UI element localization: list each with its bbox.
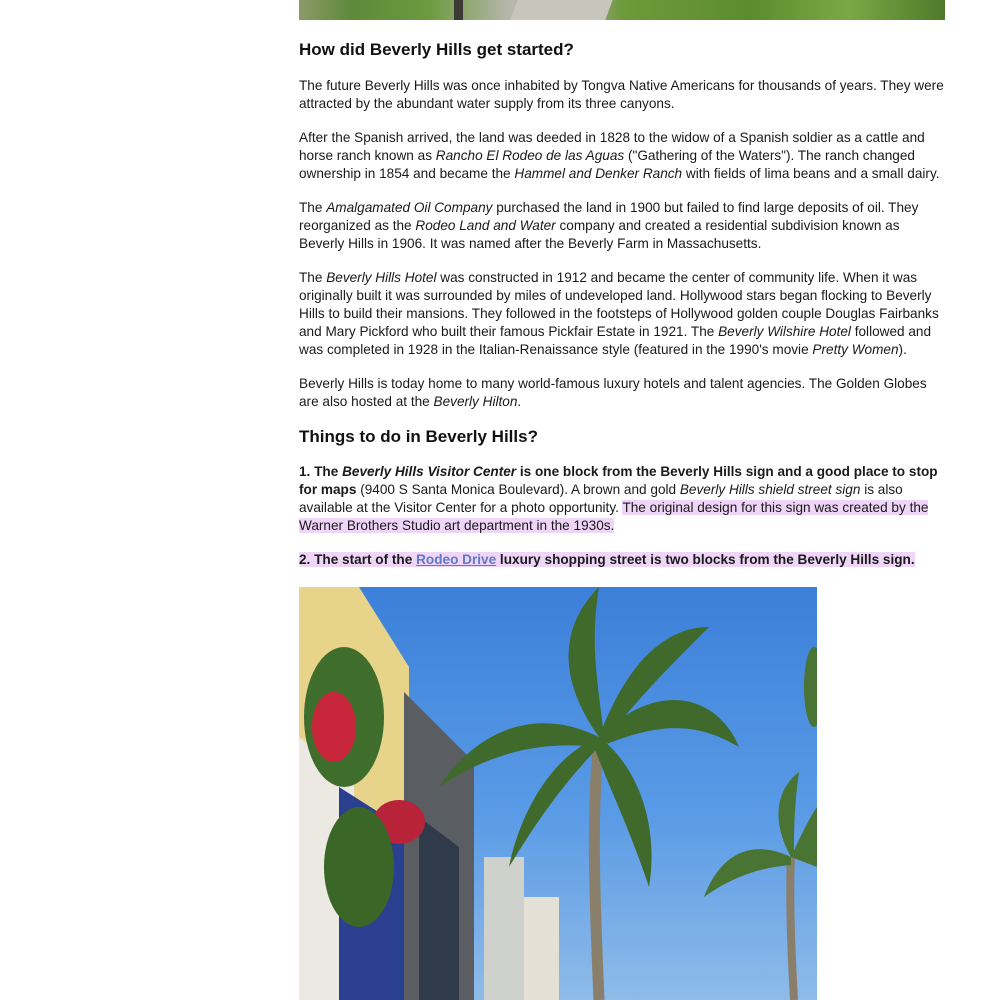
photo-illustration (299, 587, 817, 1000)
rodeo-drive-link[interactable]: Rodeo Drive (416, 552, 497, 567)
list-item-visitor-center (299, 463, 945, 535)
italic-shield-sign: Beverly Hills shield street sign (679, 482, 861, 497)
text: was constructed in 1912 and became the center of community life. When it was originally built it was surrounded by miles of undeveloped land. Hollywood stars began flocking to Beverly Hills to build their mansions. They followed in the footsteps of Hollywood golden couple Douglas Fairbanks and Mary Pickford who built their famous Pickfair Estate in 1921. The (299, 270, 939, 339)
photo-building-far2 (524, 897, 559, 1000)
italic-movie: Pretty Women (812, 342, 899, 357)
text: followed and was completed in 1928 in the Italian-Renaissance style (featured in the 1990's movie (299, 324, 932, 357)
photo-palm-trunk-2 (790, 857, 794, 1000)
italic-ranch: Hammel and Denker Ranch (514, 166, 683, 181)
text: After the Spanish arrived, the land was deeded in 1828 to the widow of a Spanish soldier as a cattle and horse ranch known as (299, 130, 925, 163)
bold-text: 2. The start of the (299, 552, 417, 567)
italic-rancho: Rancho El Rodeo de las Aguas (435, 148, 625, 163)
heading-things-to-do: Things to do in Beverly Hills? (299, 427, 538, 446)
photo-palm-trunk (594, 737, 599, 1000)
list-item-rodeo-drive (299, 551, 945, 569)
text: (9400 S Santa Monica Boulevard). A brown and gold (356, 482, 680, 497)
italic-rodeo-land: Rodeo Land and Water (415, 218, 556, 233)
highlighted-text[interactable]: The original design for this sign was created by the Warner Brothers Studio art department in the 1930s. (299, 500, 929, 533)
italic-hilton: Beverly Hilton (433, 394, 518, 409)
text: purchased the land in 1900 but failed to find large deposits of oil. They reorganized as the (299, 200, 919, 233)
bold-text: 1. The (299, 464, 343, 479)
photo-window (419, 817, 459, 1000)
text: ). (898, 342, 907, 357)
text: company and created a residential subdivision known as Beverly Hills in 1906. It was named after the Beverly Farm in Massachusetts. (299, 218, 900, 251)
rodeo-drive-photo (299, 587, 817, 1000)
photo-bougainvillea (312, 692, 356, 762)
bold-text: is one block from the Beverly Hills sign and a good place to stop for maps (299, 464, 938, 497)
text: ("Gathering of the Waters"). The ranch changed ownership in 1854 and became the (299, 148, 915, 181)
paragraph-hotel (299, 269, 945, 359)
park-path-photo (299, 0, 945, 20)
bold-italic-visitor-center: Beverly Hills Visitor Center (342, 464, 517, 479)
italic-hotel: Beverly Hills Hotel (326, 270, 437, 285)
text: . (517, 394, 522, 409)
italic-oil-company: Amalgamated Oil Company (326, 200, 493, 215)
photo-palm-fronds-2 (704, 772, 817, 897)
paragraph-spanish (299, 129, 945, 183)
text: The (299, 270, 327, 285)
bold-text: luxury shopping street is two blocks from the Beverly Hills sign. (496, 552, 915, 567)
photo-palm-edge (804, 647, 817, 727)
text: with fields of lima beans and a small dairy. (682, 166, 940, 181)
paragraph-today (299, 375, 945, 411)
highlighted-text[interactable] (299, 552, 915, 567)
heading-history: How did Beverly Hills get started? (299, 40, 574, 59)
paragraph-tongva: The future Beverly Hills was once inhabited by Tongva Native Americans for thousands of years. They were attracted by the abundant water supply from its three canyons. (299, 78, 944, 111)
italic-wilshire: Beverly Wilshire Hotel (718, 324, 851, 339)
photo-path (510, 0, 612, 20)
text: The (299, 200, 327, 215)
photo-lamp-post (454, 0, 463, 20)
photo-building-far (484, 857, 524, 1000)
photo-ivy-2 (324, 807, 394, 927)
paragraph-oil-company (299, 199, 945, 253)
text: Beverly Hills is today home to many world-famous luxury hotels and talent agencies. The Golden Globes are also hosted at the (299, 376, 927, 409)
text: is also available at the Visitor Center for a photo opportunity. (299, 482, 903, 515)
